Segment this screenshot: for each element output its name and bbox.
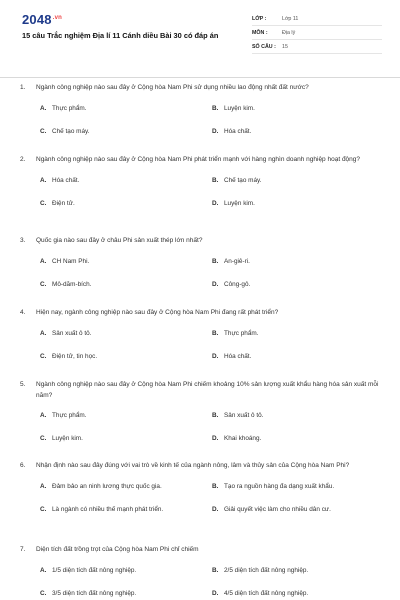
question-1 [0,83,400,155]
option[interactable] [40,257,212,267]
option-letter: B. [212,412,219,419]
option-text: 4/5 diện tích đất nông nghiệp. [224,589,309,597]
option-letter: D. [212,435,219,442]
question-text: Quốc gia nào sau đây ở châu Phi sản xuất thép lớn nhất? [36,237,203,244]
option[interactable] [212,329,384,339]
option[interactable] [40,482,212,492]
question-text: Hiện nay, ngành công nghiệp nào sau đây ở Cộng hòa Nam Phi đang rất phát triển? [36,309,279,316]
meta-table [252,12,382,54]
option-text: Hóa chất. [224,352,252,360]
option[interactable] [212,127,384,137]
option-letter: A. [40,566,47,574]
option-letter: B. [212,566,219,574]
logo-text: 2048 [22,12,52,27]
option-text: Tạo ra nguồn hàng đa dạng xuất khẩu. [224,482,335,490]
option-text: Thực phẩm. [52,412,87,419]
option-text: Luyện kim. [224,199,255,207]
option[interactable] [40,127,212,137]
question-number: 5. [20,381,26,388]
option[interactable] [40,104,212,114]
question-text: Nhận định nào sau đây đúng với vai trò về kinh tế của ngành nông, lâm và thủy sản của Cộng hòa Nam Phi? [36,462,350,469]
question-text: Diện tích đất trồng trọt của Cộng hòa Nam Phi chỉ chiếm [36,546,199,553]
option[interactable] [212,104,384,114]
meta-value: 15 [282,43,288,50]
option-letter: C. [40,352,47,360]
question-4 [0,308,400,380]
option[interactable] [40,352,212,362]
option[interactable] [212,280,384,290]
option[interactable] [212,434,384,444]
question-number: 1. [20,84,26,91]
meta-key: SỐ CÂU : [252,43,276,50]
option-letter: B. [212,257,219,265]
question-3 [0,236,400,308]
option[interactable] [212,482,384,492]
meta-key: MÔN : [252,29,268,36]
option-letter: A. [40,176,47,184]
option-text: Chế tạo máy. [52,127,90,135]
option-letter: B. [212,482,219,490]
option-letter: C. [40,435,47,442]
option-text: 2/5 diện tích đất nông nghiệp. [224,566,309,574]
option[interactable] [212,589,384,599]
option-text: CH Nam Phi. [52,257,90,265]
question-number: 2. [20,156,26,163]
option[interactable] [40,280,212,290]
option-text: Chế tạo máy. [224,176,262,184]
question-number: 7. [20,546,26,553]
document-title: 15 câu Trắc nghiệm Địa lí 11 Cánh diều Bài 30 có đáp án [22,31,219,40]
option-text: Luyện kim. [224,104,255,112]
option-letter: C. [40,127,47,135]
option[interactable] [40,434,212,444]
question-6 [0,461,400,545]
meta-value: Lớp 11 [282,15,299,22]
option-text: Công-gô. [224,280,251,288]
option-letter: C. [40,280,47,288]
option[interactable] [212,352,384,362]
option[interactable] [40,411,212,421]
option-letter: A. [40,412,47,419]
option[interactable] [40,505,212,515]
option-text: Thực phẩm. [52,104,87,112]
meta-row-subject [252,26,382,40]
site-logo[interactable] [22,12,62,27]
option-text: Thực phẩm. [224,329,259,337]
option-letter: C. [40,589,47,597]
meta-key: LỚP : [252,15,267,22]
option-text: Luyện kim. [52,435,83,442]
option-text: 3/5 diện tích đất nông nghiệp. [52,589,137,597]
option-text: Đảm bảo an ninh lương thực quốc gia. [52,482,162,490]
option-letter: D. [212,589,219,597]
option-text: Là ngành có nhiều thế mạnh phát triển. [52,505,164,513]
page-header [0,0,400,72]
option-text: Điện tử. [52,199,75,207]
option[interactable] [212,199,384,209]
option-text: Hóa chất. [224,127,252,135]
option-text: Điện tử, tin học. [52,352,98,360]
question-list [0,83,400,600]
header-divider [0,77,400,78]
option-letter: A. [40,482,47,490]
option-text: Sản xuất ô tô. [52,329,92,337]
option[interactable] [40,329,212,339]
option-letter: D. [212,199,219,207]
meta-value: Địa lý [282,29,296,36]
option-letter: D. [212,280,219,288]
question-number: 3. [20,237,26,244]
option[interactable] [212,505,384,515]
option[interactable] [40,566,212,576]
question-text: Ngành công nghiệp nào sau đây ở Cộng hòa Nam Phi chiếm khoảng 10% sản lượng xuất khẩu hàng hóa sản xuất mỗi năm? [36,381,379,399]
option-letter: B. [212,329,219,337]
option-letter: A. [40,329,47,337]
option-letter: D. [212,352,219,360]
option-letter: C. [40,199,47,207]
logo-tld: .vn [52,14,63,21]
question-2 [0,155,400,236]
option-text: Khai khoáng. [224,435,262,442]
question-text: Ngành công nghiệp nào sau đây ở Cộng hòa Nam Phi sử dụng nhiều lao động nhất đất nước? [36,84,309,91]
option-text: Mô-dăm-bích. [52,280,92,288]
option-letter: A. [40,104,47,112]
option-text: An-giê-ri. [224,257,250,265]
option-letter: C. [40,505,47,513]
option-text: 1/5 diện tích đất nông nghiệp. [52,566,137,574]
option-text: Sản xuất ô tô. [224,412,264,419]
meta-row-count [252,40,382,54]
question-7 [0,545,400,600]
meta-row-grade [252,12,382,26]
option[interactable] [212,411,384,421]
option[interactable] [212,257,384,267]
option-letter: D. [212,505,219,513]
option-text: Hóa chất. [52,176,80,184]
question-number: 4. [20,309,26,316]
option[interactable] [212,176,384,186]
question-5 [0,380,400,461]
question-number: 6. [20,462,26,469]
option-text: Giải quyết việc làm cho nhiều dân cư. [224,505,331,513]
option[interactable] [40,199,212,209]
option[interactable] [40,589,212,599]
option[interactable] [212,566,384,576]
option-letter: D. [212,127,219,135]
option-letter: B. [212,104,219,112]
question-text: Ngành công nghiệp nào sau đây ở Cộng hòa Nam Phi phát triển mạnh với hàng nghìn doanh nghiệp hoạt động? [36,156,361,163]
option[interactable] [40,176,212,186]
option-letter: A. [40,257,47,265]
option-letter: B. [212,176,219,184]
